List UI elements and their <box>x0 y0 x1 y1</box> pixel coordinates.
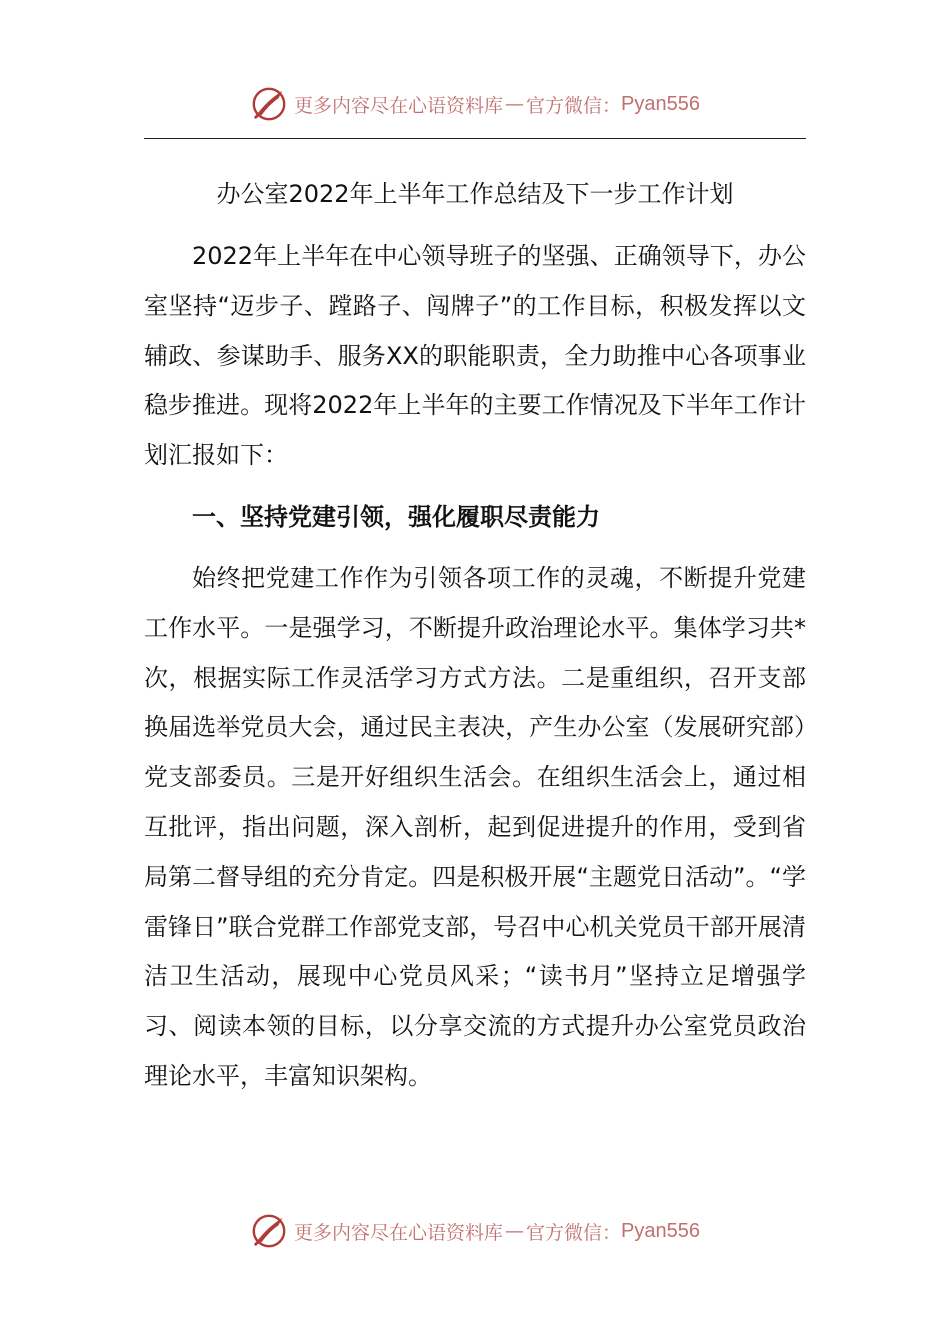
section-1-heading: 一、坚持党建引领，强化履职尽责能力 <box>192 503 600 531</box>
document-title: 办公室2022年上半年工作总结及下一步工作计划 <box>216 180 734 208</box>
pen-nib-logo-icon <box>250 1212 288 1250</box>
banner-handle: Pyan556 <box>621 92 700 115</box>
banner-contact: 官方微信： <box>526 94 622 117</box>
banner-text: 更多内容尽在心语资料库 <box>294 94 504 117</box>
header-rule <box>144 138 806 139</box>
pen-nib-logo-icon <box>250 85 288 123</box>
footer-banner <box>0 1211 950 1251</box>
intro-paragraph: 2022年上半年在中心领导班子的坚强、正确领导下，办公室坚持“迈步子、蹚路子、闯牌子”的工作目标，积极发挥以文辅政、参谋助手、服务XX的职能职责，全力助推中心各项事业稳步推进。现将2022年上半年的主要工作情况及下半年工作计划汇报如下： <box>144 242 806 470</box>
banner-separator: — <box>505 1220 525 1242</box>
header-banner <box>0 84 950 124</box>
banner-text: 更多内容尽在心语资料库 <box>294 1221 504 1244</box>
banner-contact: 官方微信： <box>526 1221 622 1244</box>
section-1-body: 始终把党建工作作为引领各项工作的灵魂，不断提升党建工作水平。一是强学习，不断提升政治理论水平。集体学习共*次，根据实际工作灵活学习方式方法。二是重组织，召开支部换届选举党员大会，通过民主表决，产生办公室（发展研究部）党支部委员。三是开好组织生活会。在组织生活会上，通过相互批评，指出问题，深入剖析，起到促进提升的作用，受到省局第二督导组的充分肯定。四是积极开展“主题党日活动”。“学雷锋日”联合党群工作部党支部，号召中心机关党员干部开展清洁卫生活动，展现中心党员风采；“读书月”坚持立足增强学习、阅读本领的目标，以分享交流的方式提升办公室党员政治理论水平，丰富知识架构。 <box>144 564 806 1090</box>
banner-handle: Pyan556 <box>621 1219 700 1242</box>
banner-separator: — <box>505 93 525 115</box>
